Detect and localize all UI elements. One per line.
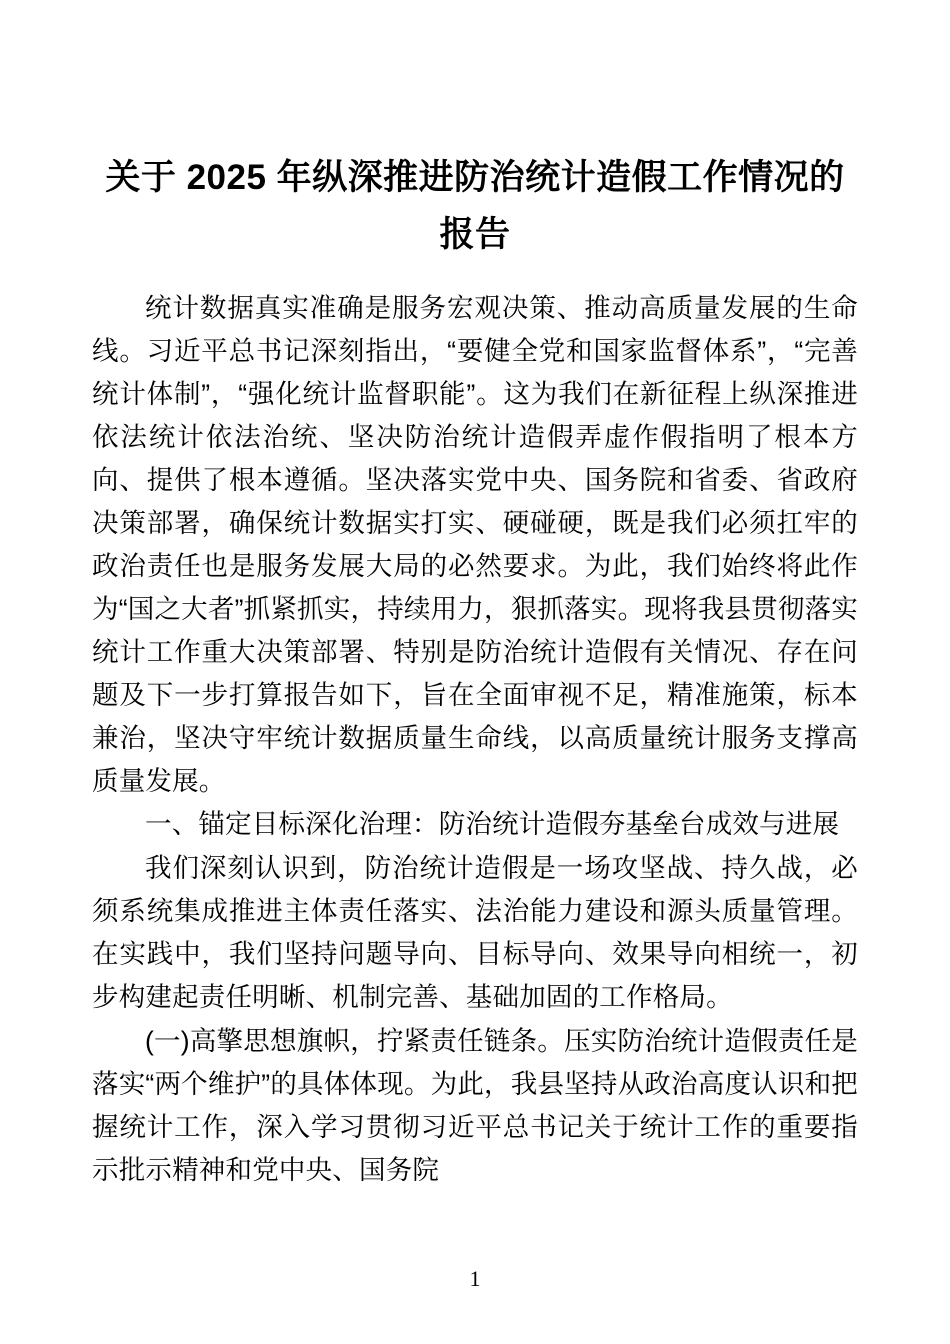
paragraph-2: 我们深刻认识到，防治统计造假是一场攻坚战、持久战，必须系统集成推进主体责任落实、法治能力建设和源头质量管理。在实践中，我们坚持问题导向、目标导向、效果导向相统一，初步构建起责任明晰、机制完善、基础加固的工作格局。	[92, 853, 858, 1013]
paragraph-3: (一)高擎思想旗帜，拧紧责任链条。压实防治统计造假责任是落实“两个维护”的具体体现。为此，我县坚持从政治高度认识和把握统计工作，深入学习贯彻习近平总书记关于统计工作的重要指示批示精神和党中央、国务院	[92, 1026, 858, 1185]
page-title: 关于 2025 年纵深推进防治统计造假工作情况的报告	[105, 158, 845, 254]
document-body	[92, 287, 858, 1191]
paragraph-section-heading-1: 一、锚定目标深化治理：防治统计造假夯基垒台成效与进展	[145, 809, 840, 840]
page-number: 1	[469, 1266, 481, 1291]
paragraph-1: 统计数据真实准确是服务宏观决策、推动高质量发展的生命线。习近平总书记深刻指出，“要健全党和国家监督体系”，“完善统计体制”，“强化统计监督职能”。这为我们在新征程上纵深推进依法统计依法治统、坚决防治统计造假弄虚作假指明了根本方向、提供了根本遵循。坚决落实党中央、国务院和省委、省政府决策部署，确保统计数据实打实、硬碰硬，既是我们必须扛牢的政治责任也是服务发展大局的必然要求。为此，我们始终将此作为“国之大者”抓紧抓实，持续用力，狠抓落实。现将我县贯彻落实统计工作重大决策部署、特别是防治统计造假有关情况、存在问题及下一步打算报告如下，旨在全面审视不足，精准施策，标本兼治，坚决守牢统计数据质量生命线，以高质量统计服务支撑高质量发展。	[92, 293, 858, 796]
